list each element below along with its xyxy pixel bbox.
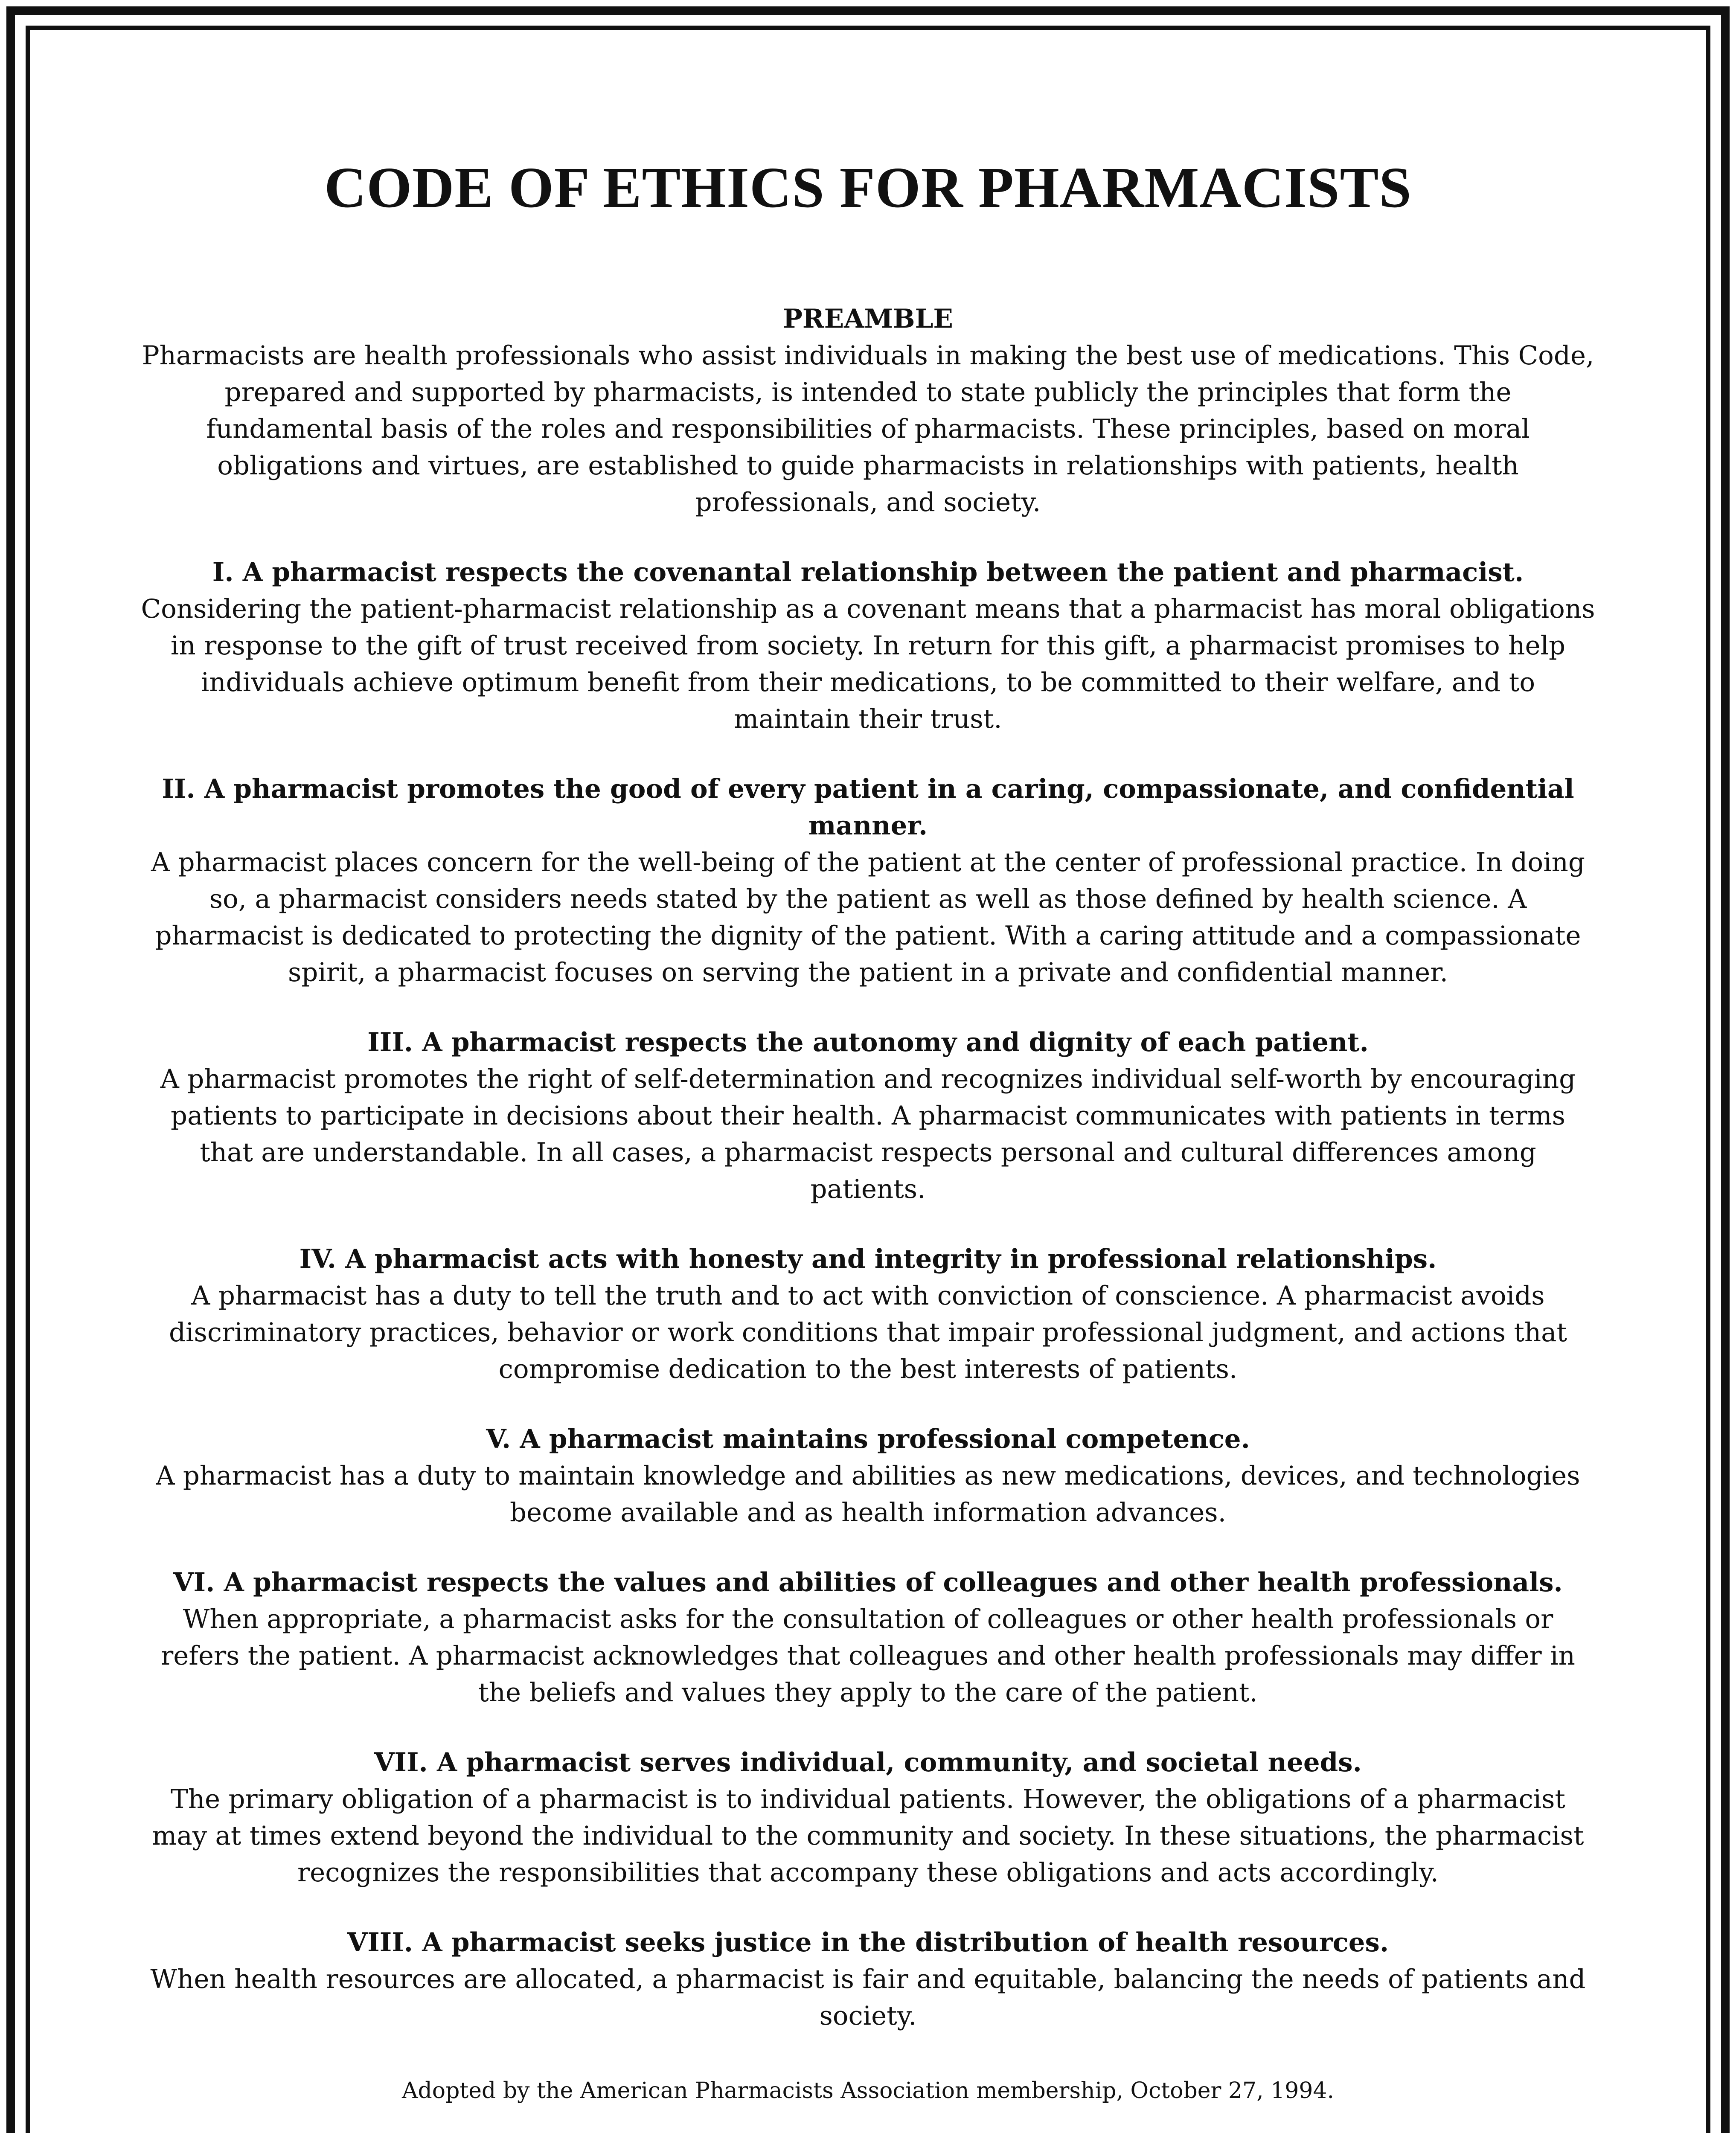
preamble-text: Pharmacists are health professionals who assist individuals in making the best use of medications. This Code, prepared and supported by pharmacists, is intended to state publicly the principles that form the fundamental basis of the roles and responsibilities of pharmacists. These principles, based on moral obligations and virtues, are established to guide pharmacists in relationships with patients, health professionals, and society. (142, 340, 1594, 517)
principle-heading: VI. A pharmacist respects the values and abilities of colleagues and other health professionals. (173, 1567, 1563, 1598)
principle-5 (141, 1421, 1595, 1531)
principle-heading: VII. A pharmacist serves individual, community, and societal needs. (374, 1747, 1362, 1778)
principle-text: When appropriate, a pharmacist asks for the consultation of colleagues or other health professionals or refers the patient. A pharmacist acknowledges that colleagues and other health professionals may differ in the beliefs and values they apply to the care of the patient. (161, 1604, 1575, 1708)
principle-heading: II. A pharmacist promotes the good of every patient in a caring, compassionate, and confidential manner. (162, 774, 1574, 841)
preamble-heading: PREAMBLE (783, 304, 953, 334)
principle-6 (141, 1564, 1595, 1711)
principle-heading: III. A pharmacist respects the autonomy and dignity of each patient. (367, 1027, 1369, 1058)
principle-4 (141, 1241, 1595, 1388)
principle-heading: I. A pharmacist respects the covenantal relationship between the patient and pharmacist. (212, 557, 1524, 587)
document-content (141, 154, 1595, 2108)
principle-text: A pharmacist promotes the right of self-determination and recognizes individual self-worth by encouraging patients to participate in decisions about their health. A pharmacist communicates with patients in terms that are understandable. In all cases, a pharmacist respects personal and cultural differences among patients. (160, 1064, 1576, 1204)
principle-text: A pharmacist has a duty to tell the truth and to act with conviction of conscience. A pharmacist avoids discriminatory practices, behavior or work conditions that impair professional judgment, and actions that compromise dedication to the best interests of patients. (169, 1281, 1567, 1384)
principle-1 (141, 554, 1595, 738)
principle-2 (141, 771, 1595, 991)
principle-text: A pharmacist has a duty to maintain knowledge and abilities as new medications, devices, and technologies become available and as health information advances. (156, 1461, 1580, 1528)
adoption-note: Adopted by the American Pharmacists Association membership, October 27, 1994. (401, 2078, 1335, 2104)
preamble-section (141, 301, 1595, 521)
principle-heading: VIII. A pharmacist seeks justice in the distribution of health resources. (347, 1927, 1389, 1958)
principle-heading: IV. A pharmacist acts with honesty and integrity in professional relationships. (299, 1244, 1437, 1274)
document-title: CODE OF ETHICS FOR PHARMACISTS (324, 156, 1412, 220)
principle-8 (141, 1924, 1595, 2034)
principle-text: The primary obligation of a pharmacist is to individual patients. However, the obligations of a pharmacist may at times extend beyond the individual to the community and society. In these situations, the pharmacist recognizes the responsibilities that accompany these obligations and acts accordingly. (152, 1784, 1584, 1888)
principle-heading: V. A pharmacist maintains professional competence. (486, 1424, 1250, 1454)
principle-7 (141, 1744, 1595, 1891)
principle-text: Considering the patient-pharmacist relationship as a covenant means that a pharmacist has moral obligations in response to the gift of trust received from society. In return for this gift, a pharmacist promises to help individuals achieve optimum benefit from their medications, to be committed to their welfare, and to maintain their trust. (141, 594, 1595, 734)
principle-3 (141, 1024, 1595, 1208)
principle-text: When health resources are allocated, a pharmacist is fair and equitable, balancing the needs of patients and society. (150, 1964, 1586, 2031)
principle-text: A pharmacist places concern for the well-being of the patient at the center of professional practice. In doing so, a pharmacist considers needs stated by the patient as well as those defined by health science. A pharmacist is dedicated to protecting the dignity of the patient. With a caring attitude and a compassionate spirit, a pharmacist focuses on serving the patient in a private and confidential manner. (151, 847, 1585, 988)
